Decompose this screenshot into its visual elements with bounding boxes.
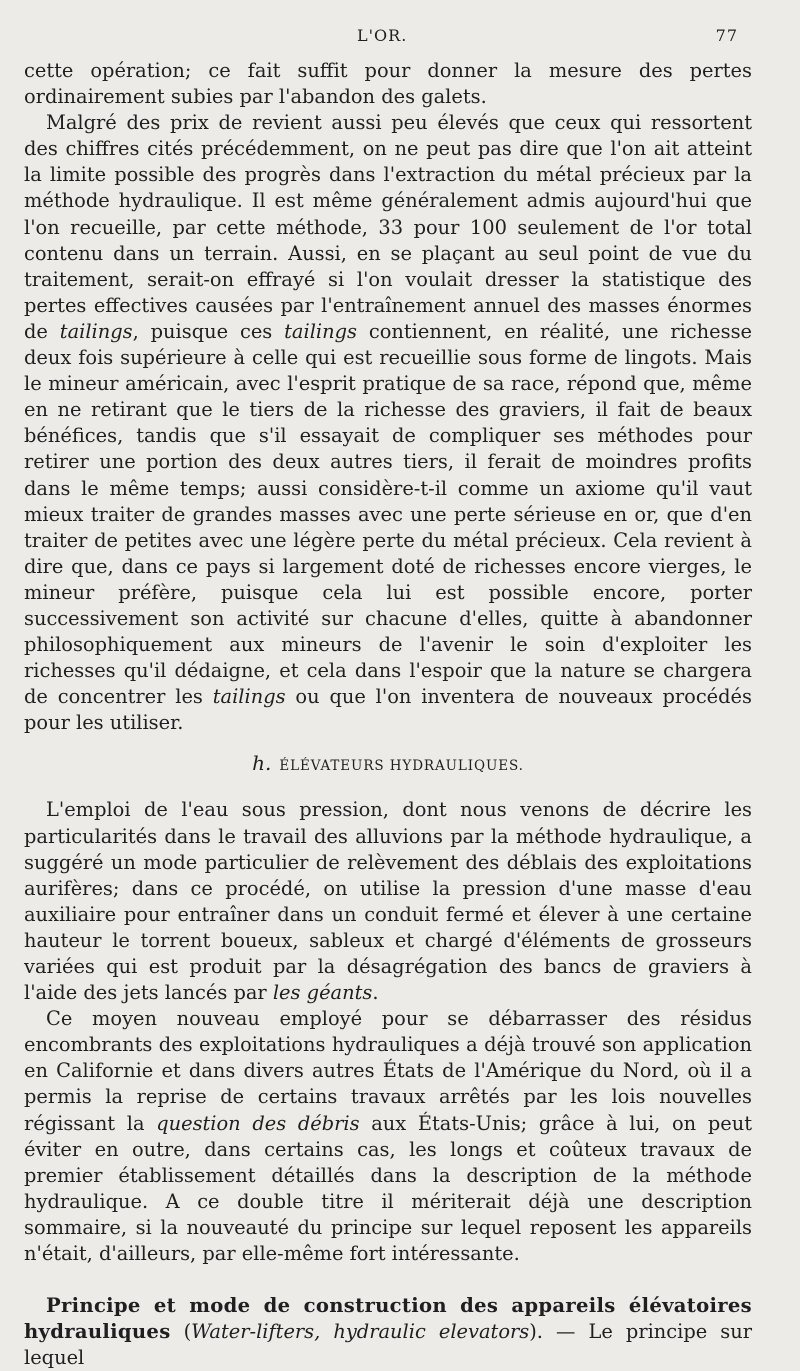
paragraph-4-text: Ce moyen nouveau employé pour se débarrasser des résidus encombrants des exploitations hydrauliques a déjà trouvé son application en Californie et dans divers autres États de l'Amérique du Nord, où il a permis la reprise de certains travaux arrêtés par les lois nouvelles régissant la: [24, 1007, 752, 1135]
italic-term: tailings: [284, 319, 357, 343]
paragraph-4: [24, 1006, 752, 1267]
italic-term: tailings: [59, 319, 133, 343]
paragraph-5: [24, 1293, 752, 1371]
paragraph-2-text: Malgré des prix de revient aussi peu élevés que ceux qui ressortent des chiffres cités précédemment, on ne peut pas dire que l'on ait atteint la limite possible des progrès dans l'extraction du métal précieux par la méthode hydraulique. Il est même généralement admis aujourd'hui que l'on recueille, par cette méthode, 33 pour 100 seulement de l'or total contenu dans un terrain. Aussi, en se plaçant au seul point de vue du traitement, serait-on effrayé si l'on voulait dresser la statistique des pertes effectives causées par l'entraînement annuel des masses énormes de: [24, 111, 752, 343]
italic-term: tailings: [212, 685, 286, 709]
paragraph-1: cette opération; ce fait suffit pour donner la mesure des pertes ordinairement subies par l'abandon des galets.: [24, 59, 752, 109]
section-title: ÉLÉVATEURS HYDRAULIQUES.: [279, 758, 524, 775]
italic-term: Water-lifters, hydraulic elevators: [191, 1320, 530, 1344]
paragraph-5-text: ). — Le principe sur lequel: [24, 1320, 753, 1370]
paragraph-2-text: , puisque ces: [132, 319, 285, 343]
paragraph-3: [24, 797, 752, 1006]
running-head: [0, 26, 800, 50]
page-number: 77: [715, 26, 738, 45]
section-letter: h.: [252, 751, 272, 776]
italic-term: les géants: [272, 981, 373, 1005]
paragraph-3-text: L'emploi de l'eau sous pression, dont nous venons de décrire les particularités dans le travail des alluvions par la méthode hydraulique, a suggéré un mode particulier de relèvement des déblais des exploitations aurifères; dans ce procédé, on utilise la pression d'une masse d'eau auxiliaire pour entraîner dans un conduit fermé et élever à une certaine hauteur le torrent boueux, sableux et chargé d'éléments de grosseurs variées qui est produit par la désagrégation des bancs de graviers à l'aide des jets lancés par: [24, 798, 752, 1005]
paragraph-3-text: .: [372, 981, 379, 1005]
italic-term: question des débris: [156, 1111, 360, 1135]
body-text: [24, 58, 752, 1371]
subsection-heading: Principe et mode de construction des appareils élévatoires hydrauliques: [24, 1294, 752, 1344]
paragraph-4-text: aux États-Unis; grâce à lui, on peut éviter en outre, dans certains cas, les longs et coûteux travaux de premier établissement détaillés dans la description de la méthode hydraulique. A ce double titre il mériterait déjà une description sommaire, si la nouveauté du principe sur lequel reposent les appareils n'était, d'ailleurs, par elle-même fort intéressante.: [24, 1111, 752, 1266]
running-head-title: L'OR.: [357, 26, 408, 45]
paragraph-5-text: (: [170, 1320, 192, 1344]
section-heading: [24, 748, 752, 781]
paragraph-2: [24, 110, 752, 736]
paragraph-2-text: ou que l'on inventera de nouveaux procédés pour les utiliser.: [24, 685, 752, 735]
paragraph-2-text: contiennent, en réalité, une richesse deux fois supérieure à celle qui est recueillie sous forme de lingots. Mais le mineur américain, avec l'esprit pratique de sa race, répond que, même en ne retirant que le tiers de la richesse des graviers, il fait de beaux bénéfices, tandis que s'il essayait de compliquer ses méthodes pour retirer une portion des deux autres tiers, il ferait de moindres profits dans le même temps; aussi considère-t-il comme un axiome qu'il vaut mieux traiter de grandes masses avec une perte sérieuse en or, que d'en traiter de petites avec une légère perte du métal précieux. Cela revient à dire que, dans ce pays si largement doté de richesses encore vierges, le mineur préfère, puisque cela lui est possible encore, porter successivement son activité sur chacune d'elles, quitte à abandonner philosophiquement aux mineurs de l'avenir le soin d'exploiter les richesses qu'il dédaigne, et cela dans l'espoir que la nature se chargera de concentrer les: [24, 319, 752, 709]
